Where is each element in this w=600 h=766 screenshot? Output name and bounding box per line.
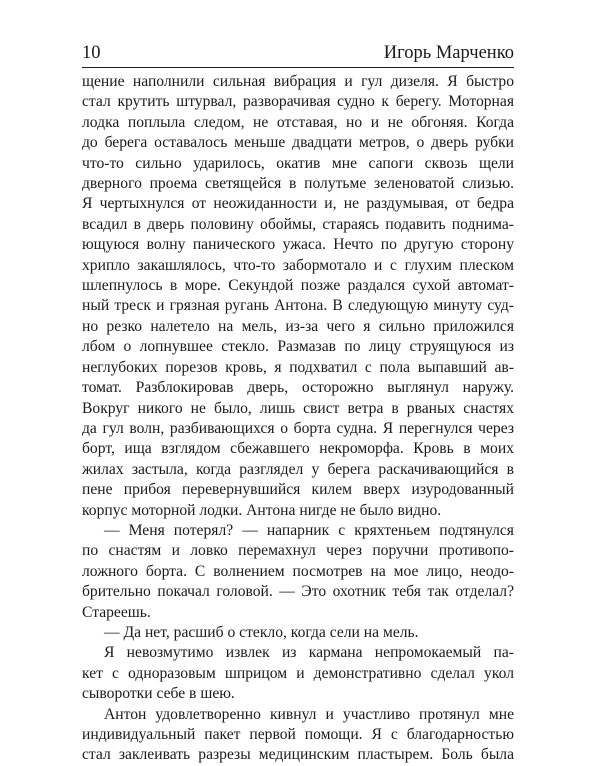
paragraph: [82, 705, 514, 766]
text-line: щение наполнили сильная вибрация и гул дизеля. Я быстро: [82, 73, 514, 90]
text-line: Я чертыхнулся от неожиданности и, не раздумывая, от бедра: [82, 195, 514, 213]
text-line: корпус моторной лодки. Антона нигде не было видно.: [82, 501, 442, 519]
text-line: индивидуальный пакет первой помощи. Я с благодарностью: [82, 726, 514, 743]
running-header: [82, 40, 514, 64]
text-line: брительно покачал головой. — Это охотник тебя так отделал?: [82, 583, 514, 601]
body-text: [82, 72, 514, 766]
paragraph: [82, 72, 514, 521]
text-line: всадил в дверь половину обоймы, стараясь подавить поднима-: [82, 215, 514, 233]
text-line: до берега оставалось меньше двадцати метров, о дверь рубки: [82, 134, 514, 152]
text-line: хрипло закашлялось, что-то забормотало и с глухим плеском: [82, 256, 514, 274]
text-line: кет с одноразовым шприцом и демонстративно сделал укол: [82, 664, 514, 682]
text-line: Стареешь.: [82, 603, 151, 621]
text-line: да гул волн, разбивающихся о борта судна. Я перегнулся через: [82, 419, 514, 437]
running-header-author: Игорь Марченко: [383, 43, 514, 63]
text-line: ющуюся волну панического ужаса. Нечто по другую сторону: [82, 236, 514, 254]
text-line: — Меня потерял? — напарник с кряхтеньем подтянулся: [104, 521, 514, 539]
text-line: что-то сильно ударилось, окатив мне сапоги сквозь щели: [82, 154, 514, 172]
text-line: шлепнулось в море. Секундой позже раздался сухой автомат-: [82, 277, 514, 295]
text-line: по снастям и ловко перемахнул через поручни противопо-: [82, 542, 514, 560]
text-line: лодка поплыла следом, не отставая, но и не обгоняя. Когда: [82, 113, 514, 131]
text-line: стал крутить штурвал, разворачивая судно к берегу. Моторная: [82, 93, 514, 111]
text-line: — Да нет, расшиб о стекло, когда сели на мель.: [104, 623, 419, 641]
text-line: дверного проема светящейся в полутьме зеленоватой слизью.: [82, 175, 514, 193]
text-line: но резко налетело на мель, из-за чего я сильно приложился: [82, 317, 514, 335]
text-line: Антон удовлетворенно кивнул и участливо протянул мне: [104, 705, 514, 723]
paragraph: [82, 643, 514, 704]
page-number: 10: [82, 43, 101, 63]
text-line: неглубоких порезов кровь, я подхватил с пола выпавший ав-: [82, 358, 514, 376]
header-rule: [82, 67, 514, 68]
text-line: пене прибоя перевернувшийся килем вверх изуродованный: [82, 481, 514, 499]
text-line: борт, ища взглядом сбежавшего некроморфа. Кровь в моих: [82, 440, 514, 458]
text-line: Вокруг никого не было, лишь свист ветра в рваных снастях: [82, 399, 514, 417]
text-line: лбом о лопнувшее стекло. Размазав по лицу струящуюся из: [82, 338, 514, 356]
text-line: стал заклеивать разрезы медицинским пластырем. Боль была: [82, 746, 514, 764]
text-line: жилах застыла, когда разглядел у берега раскачивающийся в: [82, 460, 514, 478]
text-line: Я невозмутимо извлек из кармана непромокаемый па-: [104, 644, 514, 662]
text-line: томат. Разблокировав дверь, осторожно выглянул наружу.: [82, 379, 514, 397]
text-line: сыворотки себе в шею.: [82, 685, 235, 703]
paragraph: [82, 623, 514, 643]
paragraph: [82, 521, 514, 623]
text-line: ложного борта. С волнением посмотрев на мое лицо, неодо-: [82, 562, 514, 580]
text-line: ный треск и грязная ругань Антона. В следующую минуту суд-: [82, 297, 514, 315]
